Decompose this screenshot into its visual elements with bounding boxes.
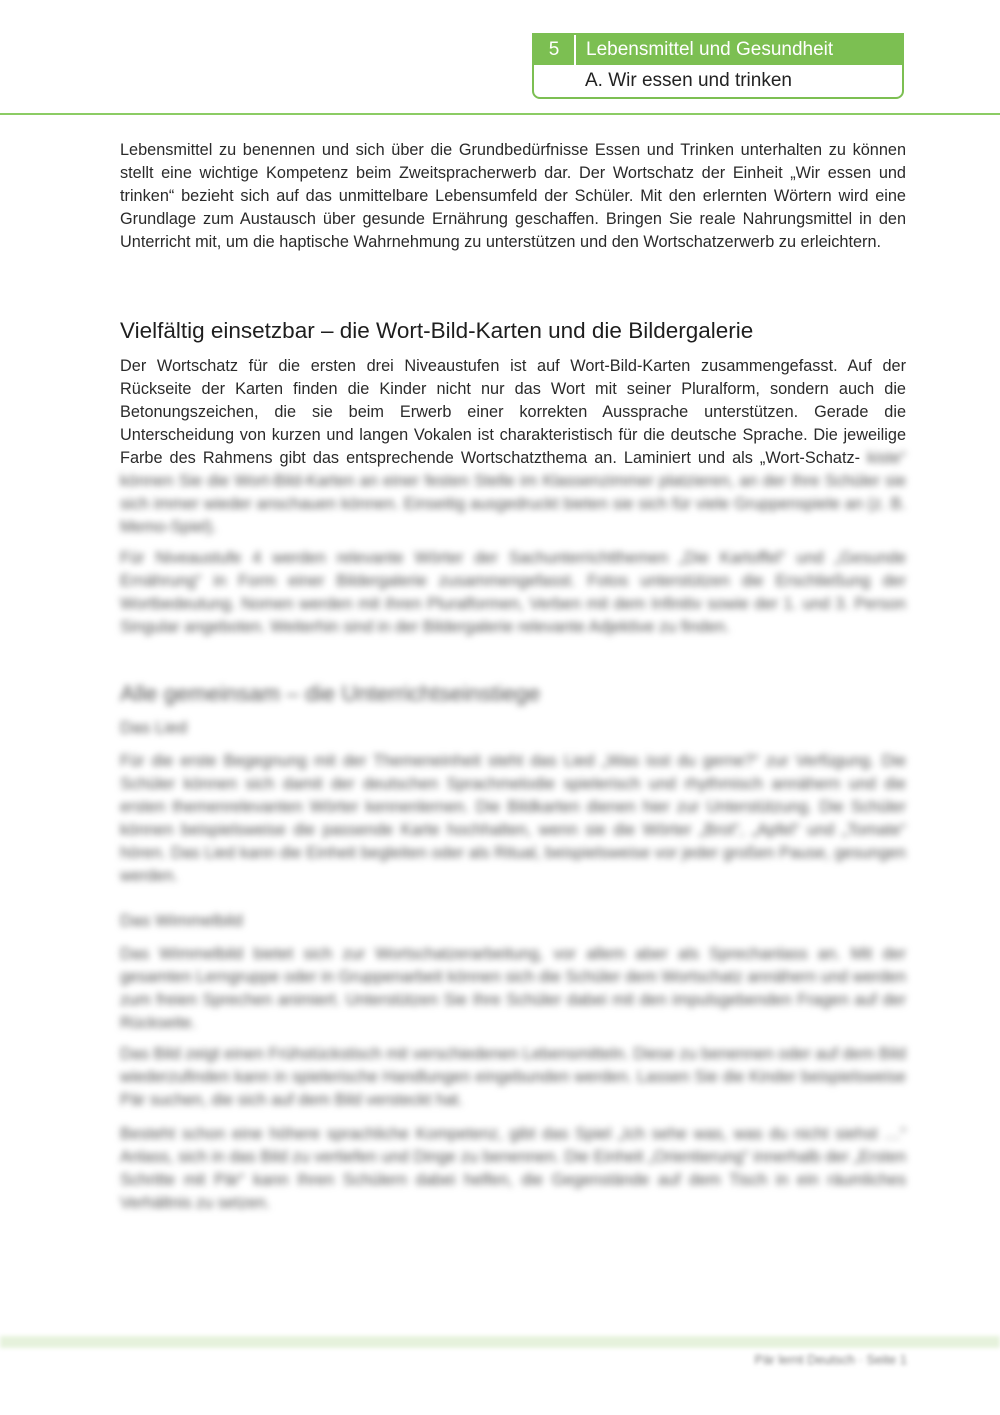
wimmelbild-paragraph-2: Das Bild zeigt einen Frühstückstisch mit verschiedenen Lebensmitteln. Diese zu benennen oder auf dem Bild wiederzufinden kann in spielerische Handlungen eingebunden werden. Lassen Sie die Kinder beispielsweise Pär suchen, die sich auf dem Bild versteckt hat. — [120, 1045, 906, 1109]
section-heading-unterrichtseinstiege: Alle gemeinsam – die Unterrichtseinstiege — [120, 681, 541, 706]
lied-paragraph: Für die erste Begegnung mit der Themeneinheit steht das Lied „Was isst du gerne?“ zur Verfügung. Die Schüler können sich damit der deutschen Sprachmelodie spielerisch und rhythmisch annähern und die ersten themenrelevanten Wörter kennenlernen. Die Bildkarten dienen hier zur Unterstützung. Die Schüler können beispielsweise die passende Karte hochhalten, wenn sie die Wörter „Brot“, „Apfel“ und „Tomate“ hören. Das Lied kann die Einheit begleiten oder als Ritual, beispielsweise vor jeder großen Pause, gesungen werden. — [120, 752, 906, 885]
subheading-wimmelbild: Das Wimmelbild — [120, 911, 243, 930]
wimmelbild-paragraph-3: Besteht schon eine höhere sprachliche Kompetenz, gibt das Spiel „Ich sehe was, was du nicht siehst …“ Anlass, sich in das Bild zu vertiefen und Dinge zu benennen. Die Einheit „Orientierung“ innerhalb der „Ersten Schritte mit Pär“ kann Ihren Schülern dabei helfen, die Gegenstände auf dem Tisch in ein räumliches Verhältnis zu setzen. — [120, 1125, 906, 1212]
chapter-header-bar — [534, 35, 902, 65]
chapter-number: 5 — [534, 35, 576, 65]
header-divider — [0, 113, 1000, 115]
footer-divider — [0, 1336, 1000, 1348]
section1-paragraph — [120, 355, 906, 539]
section1-paragraph-visible: Der Wortschatz für die ersten drei Niveaustufen ist auf Wort-Bild-Karten zusammengefasst. Auf der Rückseite der Karten finden die Kinder nicht nur das Wort mit seiner Pluralform, sondern auch die Betonungszeichen, die sie beim Erwerb einer korrekten Aussprache unterstützen. Gerade die Unterscheidung von kurzen und langen Vokalen ist charakteristisch für die deutsche Sprache. Die jeweilige Farbe des Rahmens gibt das entsprechende Wortschatzthema an. Laminiert und als „Wort-Schatz- — [120, 357, 906, 467]
subheading-lied: Das Lied — [120, 718, 188, 737]
wimmelbild-paragraph-1: Das Wimmelbild bietet sich zur Wortschatzerarbeitung, vor allem aber als Sprechanlass an. Mit der gesamten Lerngruppe oder in Gruppenarbeit können sich die Schüler dem Wortschatz annähern und werden zum freien Sprechen animiert. Unterstützen Sie Ihre Schüler dabei mit den impulsgebenden Fragen auf der Rückseite. — [120, 945, 906, 1032]
section-title: A. Wir essen und trinken — [585, 70, 792, 91]
chapter-title: Lebensmittel und Gesundheit — [586, 39, 834, 60]
section1-paragraph-blurred: kiste“ können Sie die Wort-Bild-Karten an einer festen Stelle im Klassenzimmer platzieren, an der Ihre Schüler sie sich immer wieder anschauen können. Einseitig ausgedruckt bieten sie sich für viele Gruppenspiele an (z. B. Memo-Spiel). — [120, 449, 906, 536]
page-footer: Pär lernt Deutsch · Seite 1 — [754, 1352, 907, 1367]
section-heading-wort-bild-karten: Vielfältig einsetzbar – die Wort-Bild-Karten und die Bildergalerie — [120, 318, 754, 343]
section1-paragraph-2: Für Niveaustufe 4 werden relevante Wörter der Sachunterrichtthemen „Die Kartoffel“ und „Gesunde Ernährung“ in Form einer Bildergalerie zusammengefasst. Fotos unterstützen die Erschließung der Wortbedeutung. Nomen werden mit ihren Pluralformen, Verben mit dem Infinitiv sowie der 1. und 3. Person Singular angeboten. Weiterhin sind in der Bildergalerie relevante Adjektive zu finden. — [120, 549, 906, 636]
chapter-header — [532, 33, 904, 99]
intro-paragraph: Lebensmittel zu benennen und sich über die Grundbedürfnisse Essen und Trinken unterhalten zu können stellt eine wichtige Kompetenz beim Zweitspracherwerb dar. Der Wortschatz der Einheit „Wir essen und trinken“ bezieht sich auf das unmittelbare Lebensumfeld der Schüler. Mit den erlernten Wörtern wird eine Grundlage zum Austausch über gesunde Ernährung geschaffen. Bringen Sie reale Nahrungsmittel in den Unterricht mit, um die haptische Wahrnehmung zu unterstützen und den Wortschatzerwerb zu erleichtern. — [120, 141, 906, 251]
